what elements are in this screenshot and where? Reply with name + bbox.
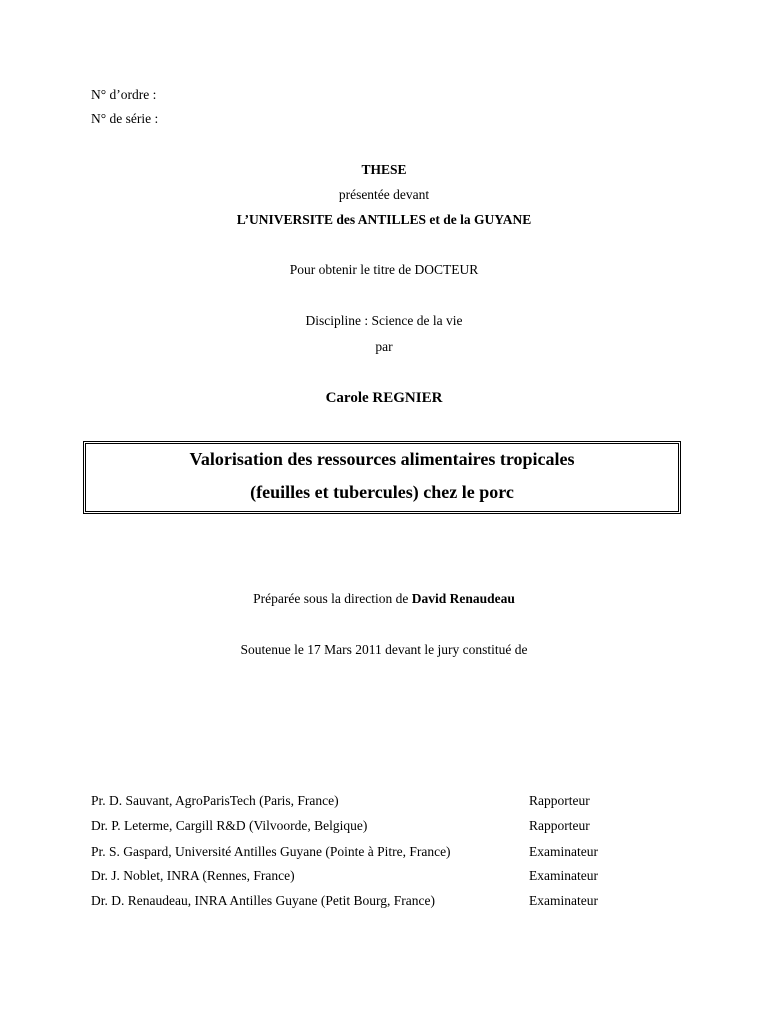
- thesis-title-line-2: (feuilles et tubercules) chez le porc: [250, 482, 514, 502]
- jury-member-name: Pr. S. Gaspard, Université Antilles Guyane (Pointe à Pitre, France): [91, 844, 451, 859]
- jury-member: [91, 793, 691, 811]
- by-label: par: [375, 339, 393, 354]
- university-name: L’UNIVERSITE des ANTILLES et de la GUYANE: [236, 212, 532, 227]
- degree-line: Pour obtenir le titre de DOCTEUR: [289, 262, 479, 277]
- director-name: David Renaudeau: [411, 591, 515, 606]
- order-number-label: N° d’ordre :: [91, 87, 157, 102]
- series-number-label: N° de série :: [91, 111, 159, 126]
- defense-date-line: Soutenue le 17 Mars 2011 devant le jury constitué de: [240, 642, 528, 657]
- jury-member-role: Examinateur: [529, 868, 598, 883]
- direction-line: [0, 591, 768, 607]
- jury-member-role: Rapporteur: [529, 793, 590, 808]
- thesis-title-line-1: Valorisation des ressources alimentaires tropicales: [189, 449, 575, 469]
- direction-prefix: Préparée sous la direction de: [253, 591, 412, 606]
- jury-member-name: Dr. P. Leterme, Cargill R&D (Vilvoorde, Belgique): [91, 818, 368, 833]
- jury-member: [91, 868, 691, 886]
- jury-member-role: Examinateur: [529, 893, 598, 908]
- jury-member-role: Rapporteur: [529, 818, 590, 833]
- presented-before: présentée devant: [338, 187, 430, 202]
- thesis-title-box: [83, 441, 681, 514]
- author-name: Carole REGNIER: [325, 390, 443, 406]
- jury-member: [91, 844, 691, 862]
- document-type: THESE: [361, 162, 407, 177]
- jury-member-name: Pr. D. Sauvant, AgroParisTech (Paris, France): [91, 793, 339, 808]
- jury-member-name: Dr. J. Noblet, INRA (Rennes, France): [91, 868, 295, 883]
- jury-member: [91, 893, 691, 911]
- discipline-line: Discipline : Science de la vie: [305, 313, 463, 328]
- jury-member-name: Dr. D. Renaudeau, INRA Antilles Guyane (Petit Bourg, France): [91, 893, 435, 908]
- jury-member-role: Examinateur: [529, 844, 598, 859]
- jury-member: [91, 818, 691, 836]
